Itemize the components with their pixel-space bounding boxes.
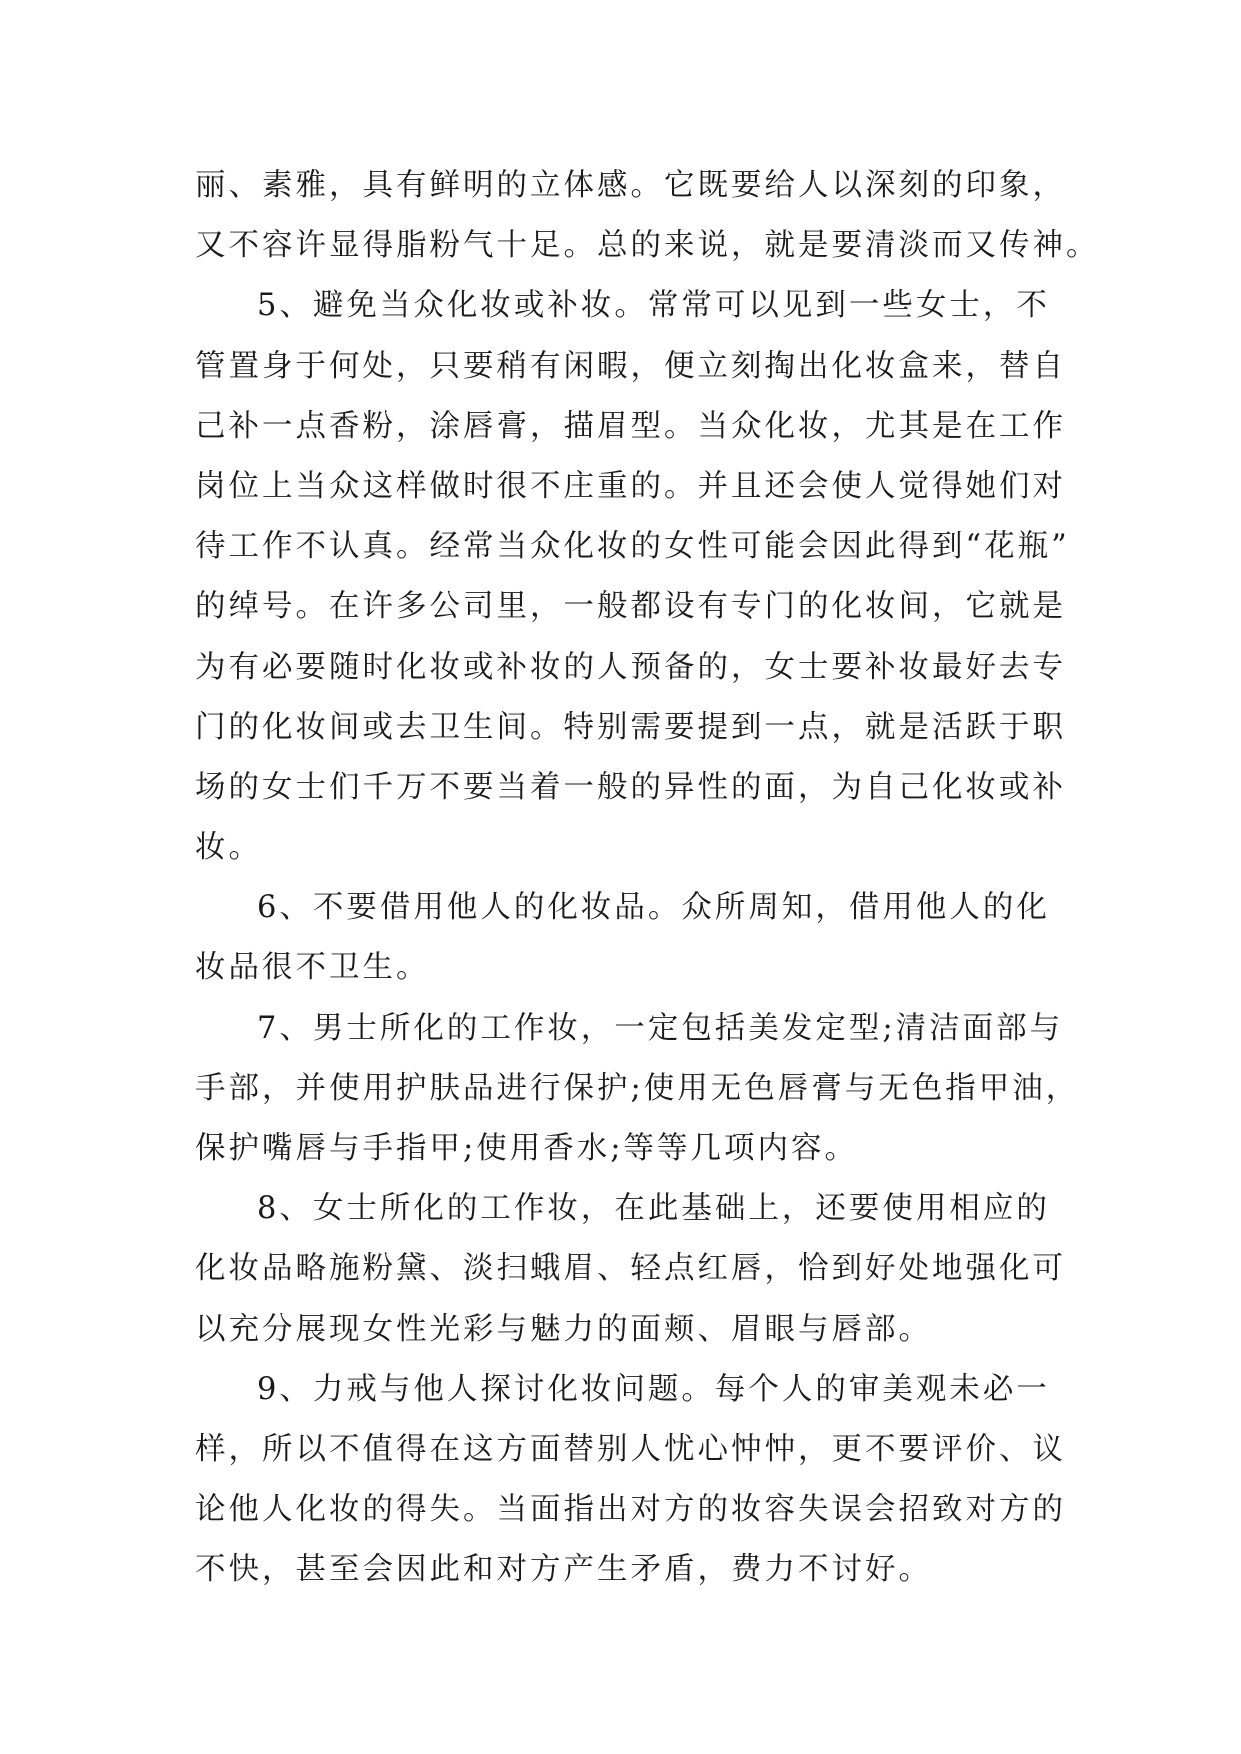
text-line: 化妆品略施粉黛、淡扫蛾眉、轻点红唇，恰到好处地强化可: [195, 1251, 1066, 1287]
text-line: 又不容许显得脂粉气十足。总的来说，就是要清淡而又传神。: [195, 228, 1100, 264]
text-line: 丽、素雅，具有鲜明的立体感。它既要给人以深刻的印象，: [195, 168, 1066, 203]
text-line: 论他人化妆的得失。当面指出对方的妆容失误会招致对方的: [195, 1492, 1066, 1528]
text-line: 待工作不认真。经常当众化妆的女性可能会因此得到“花瓶”: [195, 529, 1070, 565]
text-line: 以充分展现女性光彩与魅力的面颊、眉眼与唇部。: [195, 1311, 932, 1347]
text-line: 保护嘴唇与手指甲;使用香水;等等几项内容。: [195, 1131, 859, 1166]
text-line: 门的化妆间或去卫生间。特别需要提到一点，就是活跃于职: [195, 709, 1066, 745]
text-line: 己补一点香粉，涂唇膏，描眉型。当众化妆，尤其是在工作: [195, 408, 1066, 444]
paragraph-9-start: 9、力戒与他人探讨化妆问题。每个人的审美观未必一: [257, 1371, 1050, 1407]
text-line: 妆品很不卫生。: [195, 950, 430, 986]
paragraph-6-start: 6、不要借用他人的化妆品。众所周知，借用他人的化: [257, 890, 1050, 926]
paragraph-8-start: 8、女士所化的工作妆，在此基础上，还要使用相应的: [257, 1191, 1050, 1227]
text-line: 不快，甚至会因此和对方产生矛盾，费力不讨好。: [195, 1552, 932, 1588]
text-line: 岗位上当众这样做时很不庄重的。并且还会使人觉得她们对: [195, 468, 1066, 504]
text-line: 管置身于何处，只要稍有闲暇，便立刻掏出化妆盒来，替自: [195, 348, 1066, 384]
paragraph-7-start: 7、男士所化的工作妆，一定包括美发定型;清洁面部与: [257, 1010, 1064, 1046]
text-line: 手部，并使用护肤品进行保护;使用无色唇膏与无色指甲油，: [195, 1070, 1080, 1106]
text-line: 场的女士们千万不要当着一般的异性的面，为自己化妆或补: [195, 769, 1066, 805]
document-body: [195, 156, 1100, 1601]
paragraph-5-start: 5、避免当众化妆或补妆。常常可以见到一些女士，不: [257, 288, 1050, 324]
text-line: 为有必要随时化妆或补妆的人预备的，女士要补妆最好去专: [195, 649, 1066, 685]
text-line: 的绰号。在许多公司里，一般都设有专门的化妆间，它就是: [195, 589, 1066, 625]
text-line: 妆。: [195, 830, 262, 866]
text-line: 样，所以不值得在这方面替别人忧心忡忡，更不要评价、议: [195, 1431, 1066, 1467]
